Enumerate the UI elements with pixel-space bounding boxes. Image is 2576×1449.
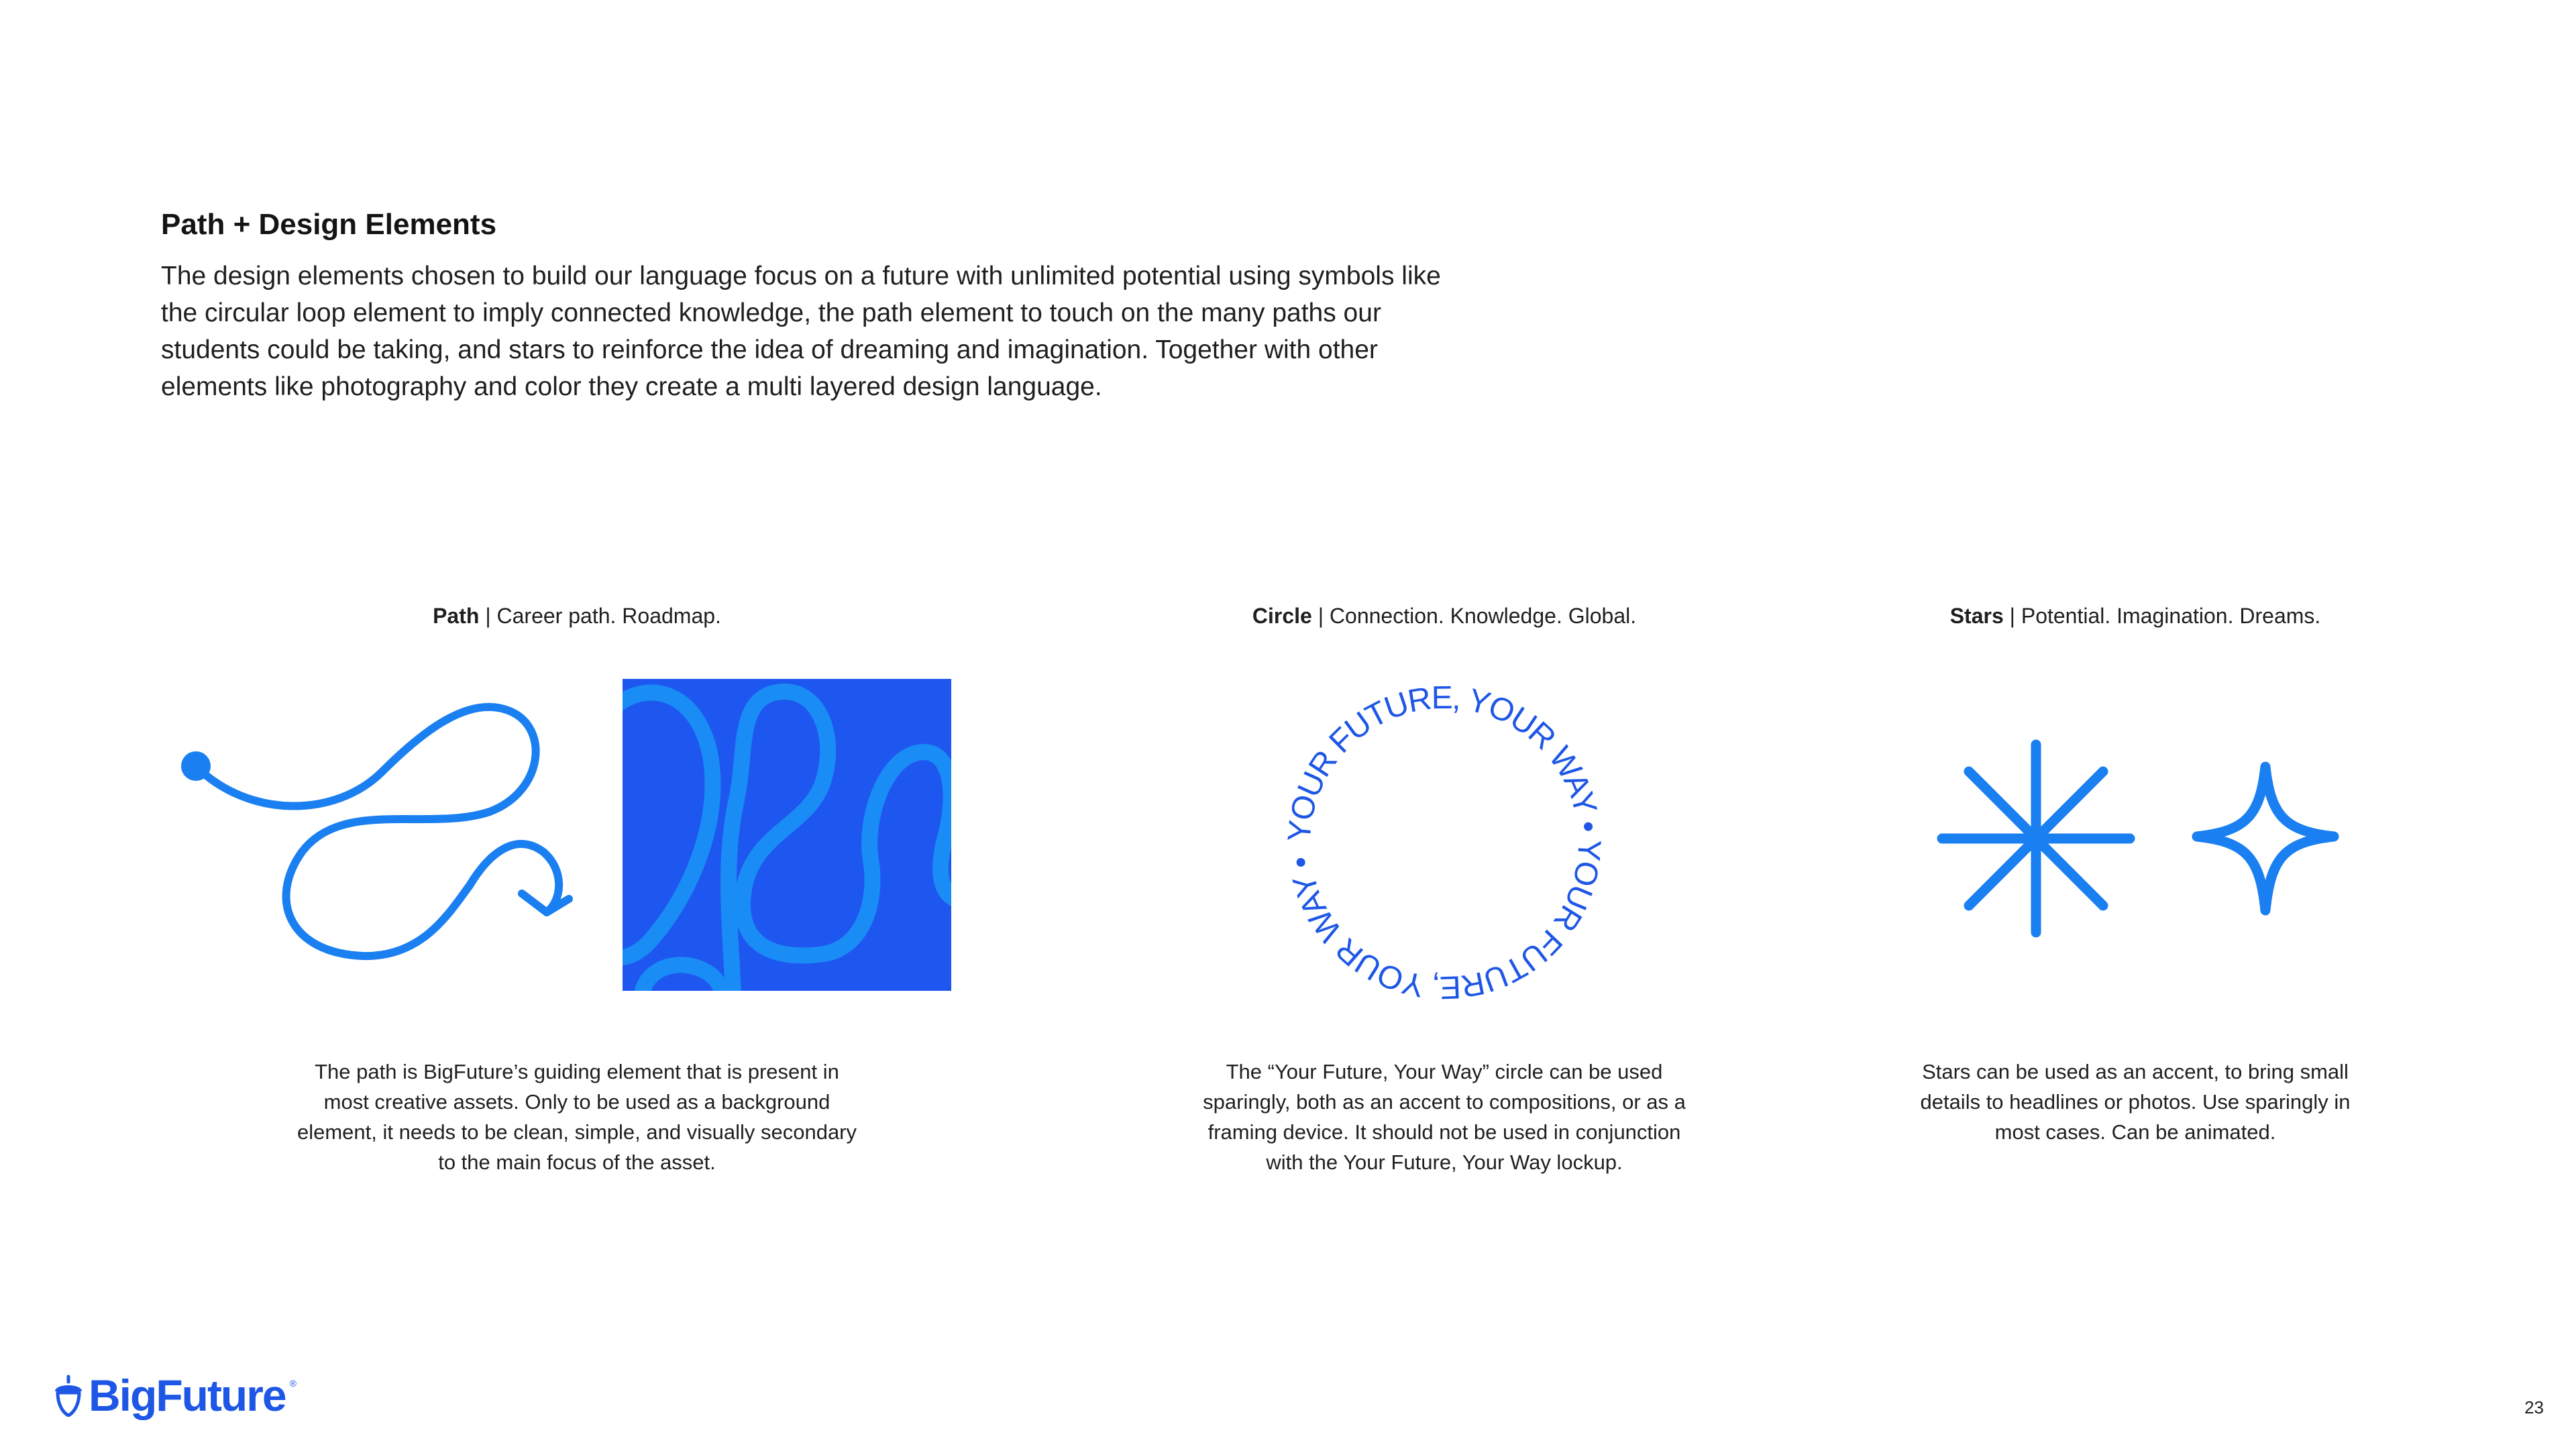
path-description: The path is BigFuture’s guiding element that is present in most creative assets. Only to be used as a background element, it needs to be clean, simple, and visually secondary to the main focus of the asset. <box>297 1060 857 1174</box>
intro-paragraph: The design elements chosen to build our language focus on a future with unlimited potential using symbols like the circular loop element to imply connected knowledge, the path element to touch on the many paths our students could be taking, and stars to reinforce the idea of dreaming and imagination. Together with other elements like photography and color they create a multi layered design language. <box>161 262 1441 401</box>
acorn-icon <box>52 1374 85 1417</box>
stars-label <box>1950 604 2321 629</box>
circle-description: The “Your Future, Your Way” circle can be used sparingly, both as an accent to compositions, or as a framing device. It should not be used in conjunction with the Your Future, Your Way lockup. <box>1203 1060 1686 1174</box>
sparkle-star-icon <box>2190 761 2341 916</box>
page-number: 23 <box>2524 1397 2544 1417</box>
logo-trademark: ® <box>289 1378 297 1389</box>
path-line-illustration <box>168 691 610 1000</box>
stars-label-title: Stars <box>1949 604 2004 628</box>
circle-label <box>1252 604 1636 629</box>
path-line <box>196 707 559 956</box>
circle-ring-text: YOUR FUTURE, YOUR WAY • YOUR FUTURE, YOUR WAY • <box>1281 680 1607 1006</box>
path-label-title: Path <box>433 604 480 628</box>
logo-wordmark: BigFuture <box>89 1371 286 1420</box>
circle-label-subtitle: | Connection. Knowledge. Global. <box>1311 604 1637 628</box>
asterisk-star-icon <box>1939 741 2133 936</box>
path-pattern-square <box>623 679 951 991</box>
stars-description: Stars can be used as an accent, to bring small details to headlines or photos. Use sparingly in most cases. Can be animated. <box>1920 1060 2351 1144</box>
path-label <box>433 604 721 629</box>
page-heading: Path + Design Elements <box>161 208 497 241</box>
stars-label-subtitle: | Potential. Imagination. Dreams. <box>2003 604 2321 628</box>
circle-label-title: Circle <box>1252 604 1312 628</box>
bigfuture-logo <box>52 1368 297 1422</box>
path-label-subtitle: | Career path. Roadmap. <box>479 604 721 628</box>
path-arrowhead-icon <box>522 894 569 912</box>
your-future-circle <box>1279 678 1609 1008</box>
